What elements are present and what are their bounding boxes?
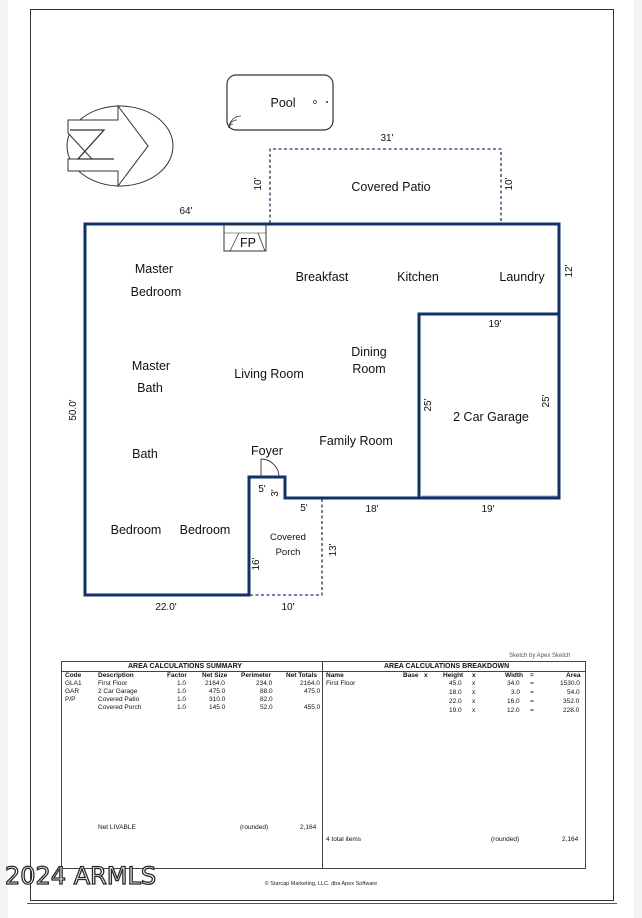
dining-room-label-line2: Room	[352, 362, 386, 376]
summary-cell: P/P	[65, 696, 76, 703]
door-swing-icon	[261, 459, 279, 477]
summary-cell: 1.0	[177, 688, 187, 695]
breakdown-cell: 45.0	[449, 680, 462, 687]
breakdown-cell: 1530.0	[560, 680, 580, 687]
calc-divider	[322, 662, 323, 868]
dim-patio-left: 10'	[253, 177, 264, 191]
breakdown-cell: x	[472, 698, 476, 705]
summary-header-description: Description	[98, 672, 134, 679]
breakdown-cell: x	[472, 680, 476, 687]
summary-cell: 145.0	[209, 704, 226, 711]
page-frame-bottom-rule	[27, 903, 617, 904]
laundry-label: Laundry	[499, 270, 545, 284]
north-arrow-icon	[67, 106, 173, 186]
summary-cell: 2164.0	[300, 680, 320, 687]
summary-cell: GAR	[65, 688, 80, 695]
summary-header-factor: Factor	[167, 672, 187, 679]
summary-cell: 1.0	[177, 696, 187, 703]
dim-laundry-side: 12'	[564, 264, 575, 278]
summary-cell: GLA1	[65, 680, 82, 687]
summary-cell: 475.0	[209, 688, 226, 695]
fireplace-label: FP	[240, 236, 256, 250]
breakdown-header-height: Height	[443, 672, 464, 679]
summary-cell: 234.0	[256, 680, 273, 687]
summary-cell: Covered Porch	[98, 704, 142, 711]
garage-label: 2 Car Garage	[453, 410, 529, 424]
summary-cell: 1.0	[177, 680, 187, 687]
dim-patio-right: 10'	[504, 177, 515, 191]
kitchen-label: Kitchen	[397, 270, 439, 284]
master-bath-label-line1: Master	[131, 359, 171, 373]
living-room-label: Living Room	[234, 367, 304, 381]
summary-cell: 82.0	[260, 696, 273, 703]
mls-watermark: 2024 ARMLS	[5, 862, 157, 890]
breakdown-cell: 12.0	[507, 707, 520, 714]
summary-cell: First Floor	[98, 680, 128, 687]
summary-cell: 455.0	[304, 704, 321, 711]
breakdown-cell: 34.0	[507, 680, 520, 687]
dim-garage-top: 19'	[488, 319, 502, 330]
dim-patio-width: 31'	[380, 133, 394, 144]
dim-garage-bottom: 19'	[481, 504, 495, 515]
summary-cell: Covered Patio	[98, 696, 140, 703]
breakdown-cell: =	[530, 689, 534, 696]
breakdown-cell: x	[472, 707, 476, 714]
breakdown-header-x1: x	[424, 672, 428, 679]
breakdown-cell: 18.0	[449, 689, 462, 696]
breakdown-header-name: Name	[326, 672, 344, 679]
breakdown-cell: 3.0	[511, 689, 521, 696]
breakdown-cell: x	[472, 689, 476, 696]
dim-step-18: 18'	[365, 504, 379, 515]
net-livable-rounded: (rounded)	[240, 824, 269, 831]
breakdown-header-eq: =	[530, 672, 534, 679]
breakdown-cell: 54.0	[567, 689, 580, 696]
dim-garage-right: 25'	[541, 394, 552, 408]
covered-patio-label: Covered Patio	[351, 180, 431, 194]
breakdown-header-area: Area	[566, 672, 581, 679]
pool-label: Pool	[270, 96, 296, 110]
breakdown-cell: 352.0	[563, 698, 580, 705]
dim-house-height: 50.0'	[68, 399, 79, 421]
breakdown-cell: =	[530, 707, 534, 714]
breakdown-cell: 16.0	[507, 698, 520, 705]
dim-garage-left: 25'	[423, 398, 434, 412]
summary-header-code: Code	[65, 672, 82, 679]
breakdown-title: AREA CALCULATIONS BREAKDOWN	[384, 663, 510, 670]
breakdown-rounded: (rounded)	[491, 836, 520, 843]
net-livable-label: Net LIVABLE	[98, 824, 136, 831]
dining-room-label-line1: Dining	[351, 345, 387, 359]
dim-foyer-5a: 5'	[258, 484, 266, 495]
foyer-label: Foyer	[251, 444, 283, 458]
breakdown-cell: 22.0	[449, 698, 462, 705]
dim-bottom-left: 22.0'	[155, 602, 177, 613]
bath-label: Bath	[132, 447, 158, 461]
breakdown-cell: =	[530, 680, 534, 687]
summary-title: AREA CALCULATIONS SUMMARY	[128, 663, 243, 670]
breakdown-header-base: Base	[403, 672, 419, 679]
dim-porch-16: 16'	[251, 557, 262, 571]
area-calculations-box	[61, 661, 586, 869]
summary-header-net-totals: Net Totals	[286, 672, 317, 679]
breakdown-total-items: 4 total items	[326, 836, 362, 843]
breakfast-label: Breakfast	[295, 270, 349, 284]
dim-porch-13: 13'	[328, 543, 339, 557]
breakdown-cell: 228.0	[563, 707, 580, 714]
family-room-label: Family Room	[319, 434, 393, 448]
summary-cell: 2164.0	[205, 680, 225, 687]
summary-cell: 52.0	[260, 704, 273, 711]
garage-walls	[419, 314, 559, 498]
master-bedroom-label-line2: Bedroom	[130, 285, 182, 299]
master-bath-label-line2: Bath	[137, 381, 163, 395]
breakdown-cell: 19.0	[449, 707, 462, 714]
summary-cell: 475.0	[304, 688, 321, 695]
footer-credit: © Starcap Marketing, LLC. dba Apex Software	[264, 881, 378, 887]
covered-porch-label-line1: Covered	[270, 532, 306, 543]
breakdown-cell: =	[530, 698, 534, 705]
breakdown-header-x2: x	[472, 672, 476, 679]
summary-cell: 1.0	[177, 704, 187, 711]
sketch-credit: Sketch by Apex Sketch	[509, 653, 571, 659]
dim-foyer-5b: 5'	[300, 503, 308, 514]
master-bedroom-label-line1: Master	[134, 262, 174, 276]
dim-porch-bottom: 10'	[281, 602, 295, 613]
summary-header-net-size: Net Size	[202, 672, 228, 679]
dim-foyer-3: 3'	[270, 489, 281, 497]
breakdown-name: First Floor	[326, 680, 356, 687]
breakdown-total-value: 2,164	[562, 836, 579, 843]
summary-cell: 2 Car Garage	[98, 688, 138, 695]
covered-porch-label-line2: Porch	[275, 547, 301, 558]
dim-house-top: 64'	[179, 206, 193, 217]
breakdown-header-width: Width	[505, 672, 523, 679]
bedroom-label-2: Bedroom	[179, 523, 231, 537]
net-livable-value: 2,164	[300, 824, 317, 831]
summary-cell: 88.0	[260, 688, 273, 695]
summary-header-perimeter: Perimeter	[241, 672, 271, 679]
bedroom-label-1: Bedroom	[110, 523, 162, 537]
summary-cell: 310.0	[209, 696, 226, 703]
